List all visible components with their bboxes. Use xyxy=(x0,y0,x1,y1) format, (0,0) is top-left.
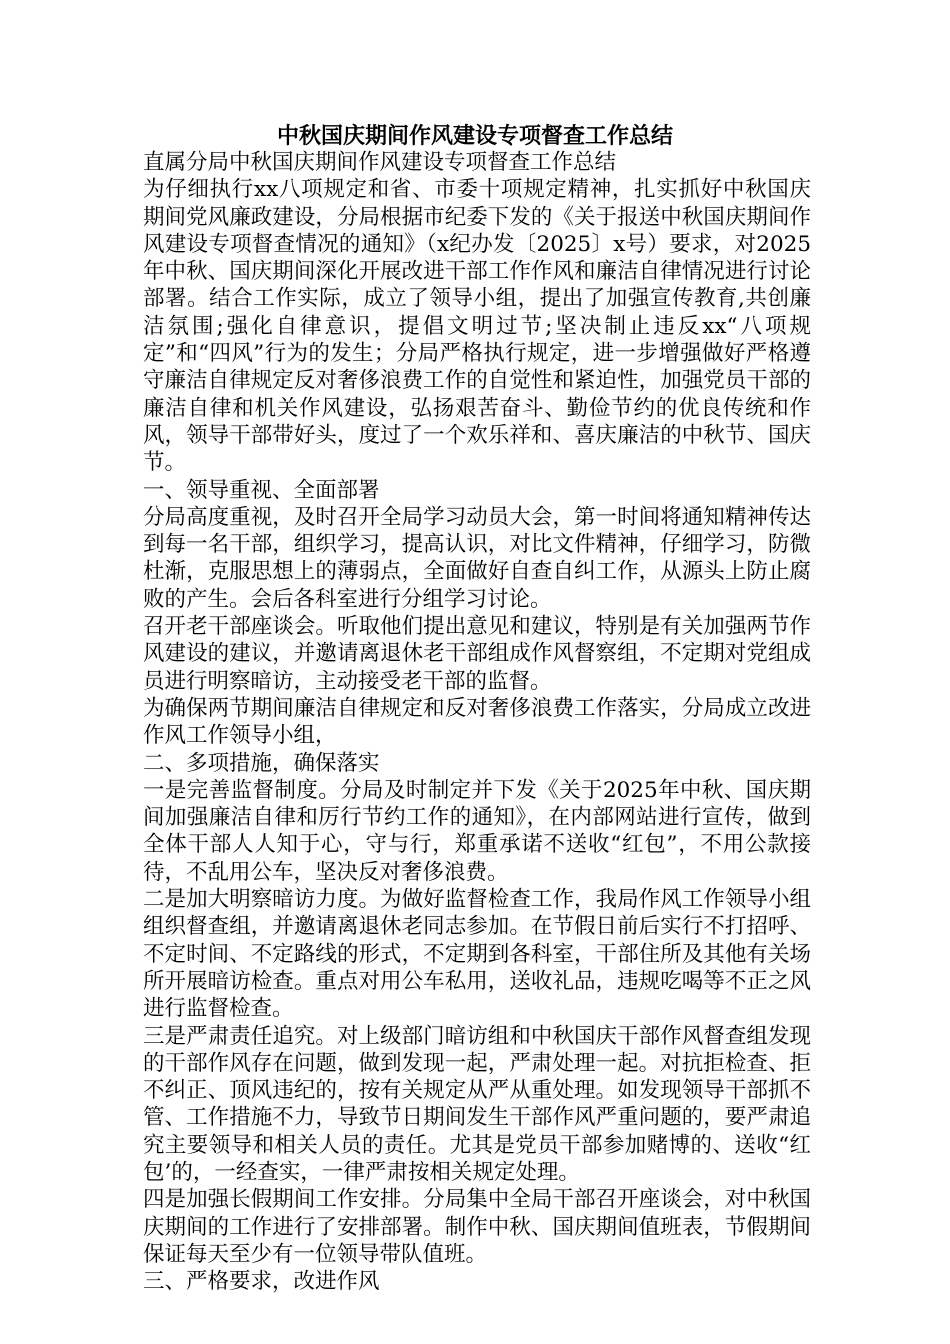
document-title: 中秋国庆期间作风建设专项督查工作总结 xyxy=(276,123,673,149)
body-paragraph: 三是严肃责任追究。对上级部门暗访组和中秋国庆干部作风督查组发现的干部作风存在问题，做到发现一起，严肃处理一起。对抗拒检查、拒不纠正、顶风违纪的，按有关规定从严从重处理。如发现领导干部抓不管、工作措施不力，导致节日期间发生干部作风严重问题的，要严肃追究主要领导和相关人员的责任。尤其是党员干部参加赌博的、送收“红包’的，一经查实，一律严肃按相关规定处理。 xyxy=(143,1023,811,1185)
intro-paragraph: 为仔细执行xx八项规定和省、市委十项规定精神，扎实抓好中秋国庆期间党风廉政建设，分局根据市纪委下发的《关于报送中秋国庆期间作风建设专项督查情况的通知》（x纪办发〔2025〕x号）要求，对2025年中秋、国庆期间深化开展改进干部工作作风和廉洁自律情况进行讨论部署。结合工作实际，成立了领导小组，提出了加强宣传教育,共创廉洁氛围;强化自律意识，提倡文明过节;坚决制止违反xx“八项规定”和“四风”行为的发生；分局严格执行规定，进一步增强做好严格遵守廉洁自律规定反对奢侈浪费工作的自觉性和紧迫性，加强党员干部的廉洁自律和机关作风建设，弘扬艰苦奋斗、勤俭节约的优良传统和作风，领导干部带好头，度过了一个欢乐祥和、喜庆廉洁的中秋节、国庆节。 xyxy=(143,177,811,476)
document-subtitle: 直属分局中秋国庆期间作风建设专项督查工作总结 xyxy=(143,150,617,175)
document-body xyxy=(143,149,811,1295)
section-heading-3: 三、严格要求，改进作风 xyxy=(143,1269,380,1295)
section-heading-1: 一、领导重视、全面部署 xyxy=(143,477,380,503)
section-heading-2: 二、多项措施，确保落实 xyxy=(143,750,380,776)
body-paragraph: 四是加强长假期间工作安排。分局集中全局干部召开座谈会，对中秋国庆期间的工作进行了安排部署。制作中秋、国庆期间值班表，节假期间保证每天至少有一位领导带队值班。 xyxy=(143,1187,811,1267)
body-paragraph: 二是加大明察暗访力度。为做好监督检查工作，我局作风工作领导小组组织督查组，并邀请离退休老同志参加。在节假日前后实行不打招呼、不定时间、不定路线的形式，不定期到各科室，干部住所及其他有关场所开展暗访检查。重点对用公车私用，送收礼品，违规吃喝等不正之风进行监督检查。 xyxy=(143,887,811,1022)
body-paragraph: 为确保两节期间廉洁自律规定和反对奢侈浪费工作落实，分局成立改进作风工作领导小组， xyxy=(143,695,811,749)
body-paragraph: 召开老干部座谈会。听取他们提出意见和建议，特别是有关加强两节作风建设的建议，并邀请离退休老干部组成作风督察组，不定期对党组成员进行明察暗访，主动接受老干部的监督。 xyxy=(143,614,811,694)
body-paragraph: 一是完善监督制度。分局及时制定并下发《关于2025年中秋、国庆期间加强廉洁自律和厉行节约工作的通知》，在内部网站进行宣传，做到全体干部人人知于心，守与行，郑重承诺不送收“红包”，不用公款接待，不乱用公车，坚决反对奢侈浪费。 xyxy=(143,777,811,885)
body-paragraph: 分局高度重视，及时召开全局学习动员大会，第一时间将通知精神传达到每一名干部，组织学习，提高认识，对比文件精神，仔细学习，防微杜渐，克服思想上的薄弱点，全面做好自查自纠工作，从源头上防止腐败的产生。会后各科室进行分组学习讨论。 xyxy=(143,504,811,612)
